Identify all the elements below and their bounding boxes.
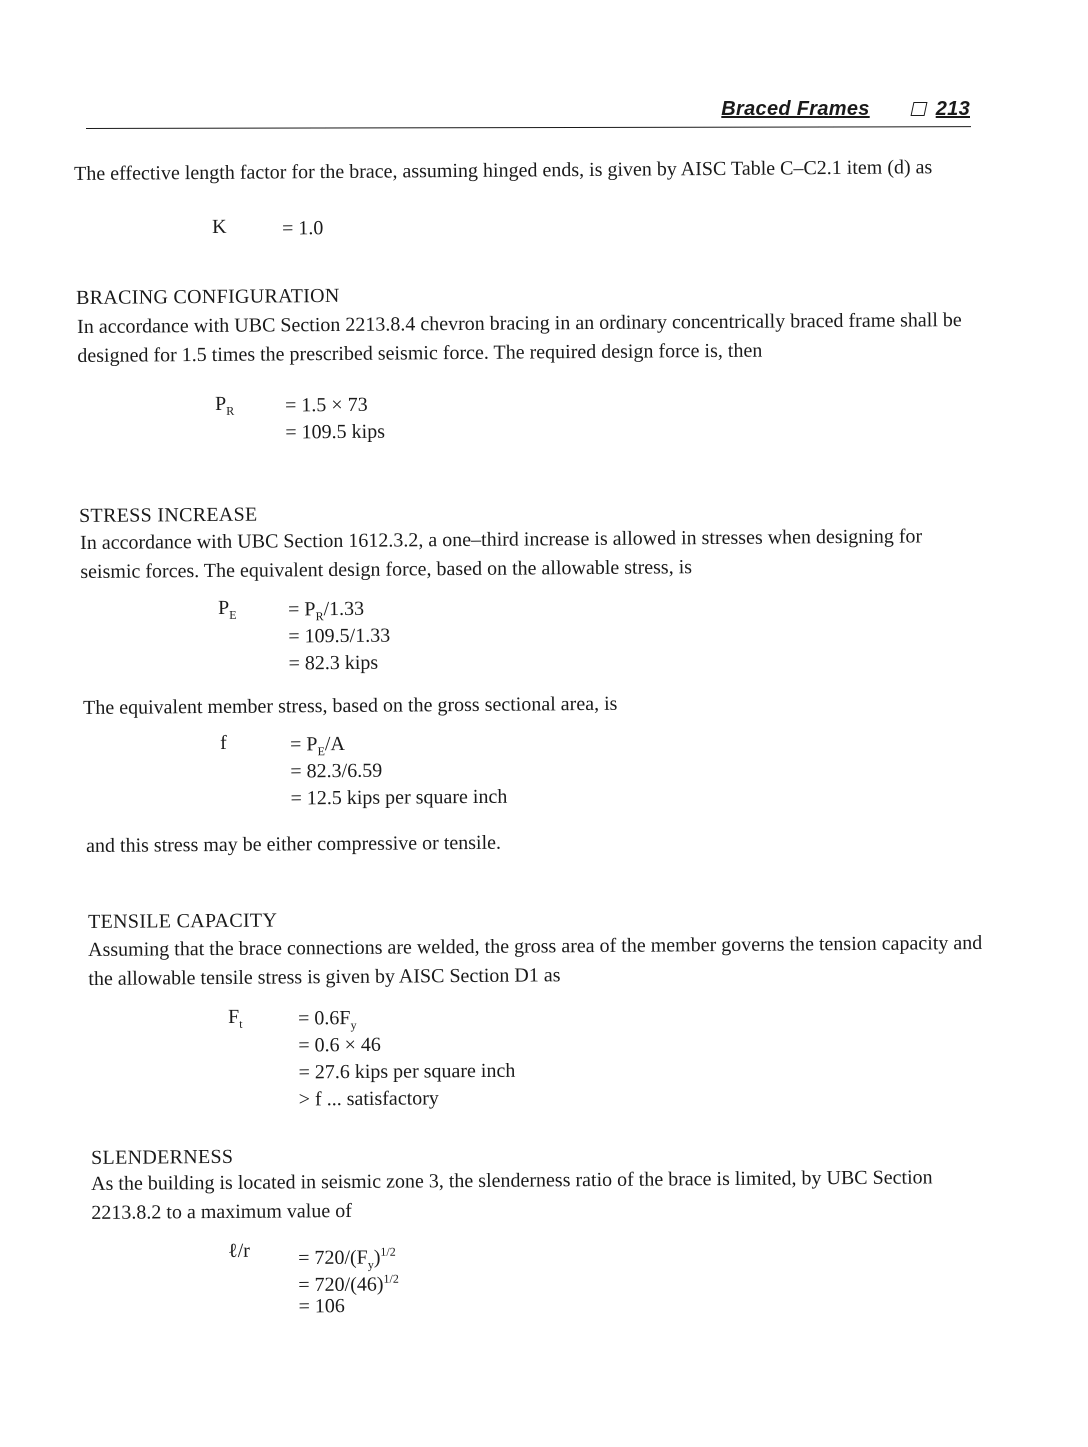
section-heading-stress: STRESS INCREASE [79,503,258,527]
equation-line: = 109.5 kips [285,420,386,444]
section-heading-slenderness: SLENDERNESS [91,1145,234,1169]
equation-line: = 1.0 [282,217,324,240]
equation-line: = $0.6F_y$ [298,1007,357,1033]
slenderness-paragraph: As the building is located in seismic zone 3, the slenderness ratio of the brace is limited, by UBC Section 2213.8.2 to a maximum value of [91,1166,933,1224]
equation-symbol: $P_R$ [215,392,235,418]
equation-line: = 1.5 × 73 [285,393,368,417]
stress-paragraph: In accordance with UBC Section 1612.3.2, a one–third increase is allowed in stresses when designing for seismic forces. The equivalent design force, based on the allowable stress, is [80,525,923,583]
running-head-title: Braced Frames [721,98,870,120]
equation-line: = $720/(46)^{1/2}$ [298,1271,399,1297]
equation-line: = 12.5 kips per square inch [290,785,508,810]
equation-line: = 82.3/6.59 [290,759,383,783]
equation-line: = $P_R/1.33$ [288,597,365,624]
closing-paragraph: and this stress may be either compressive or tensile. [86,831,502,857]
section-heading-tensile: TENSILE CAPACITY [88,909,278,933]
equation-symbol: K [212,215,227,238]
equation-line: = 106 [298,1295,345,1318]
equation-line: = 82.3 kips [288,651,379,675]
equation-symbol: $F_t$ [228,1005,243,1031]
equation-symbol: f [220,731,227,754]
equation-line: = 0.6 × 46 [298,1033,381,1057]
equation-line: = $P_E/A$ [290,733,345,759]
equation-line: = 109.5/1.33 [288,624,391,648]
running-head [721,98,970,121]
intro-paragraph: The effective length factor for the brace, assuming hinged ends, is given by AISC Table C–C2.1 item (d) as [74,156,933,185]
equation-line: = $720/(F_y)^{1/2}$ [298,1244,396,1272]
square-bullet-icon [910,102,927,116]
tensile-paragraph: Assuming that the brace connections are welded, the gross area of the member governs the tension capacity and the allowable tensile stress is given by AISC Section D1 as [88,931,983,990]
header-rule [86,126,971,129]
member-stress-paragraph: The equivalent member stress, based on the gross sectional area, is [83,692,618,719]
equation-line: > f ... satisfactory [298,1087,439,1111]
section-heading-bracing: BRACING CONFIGURATION [76,284,340,309]
equation-symbol: $P_E$ [218,596,237,622]
page-number: 213 [935,98,970,120]
equation-line: = 27.6 kips per square inch [298,1059,516,1084]
equation-symbol: ℓ/r [228,1239,250,1262]
bracing-paragraph: In accordance with UBC Section 2213.8.4 chevron bracing in an ordinary concentrically braced frame shall be designed for 1.5 times the prescribed seismic force. The required design force is, then [77,309,962,367]
